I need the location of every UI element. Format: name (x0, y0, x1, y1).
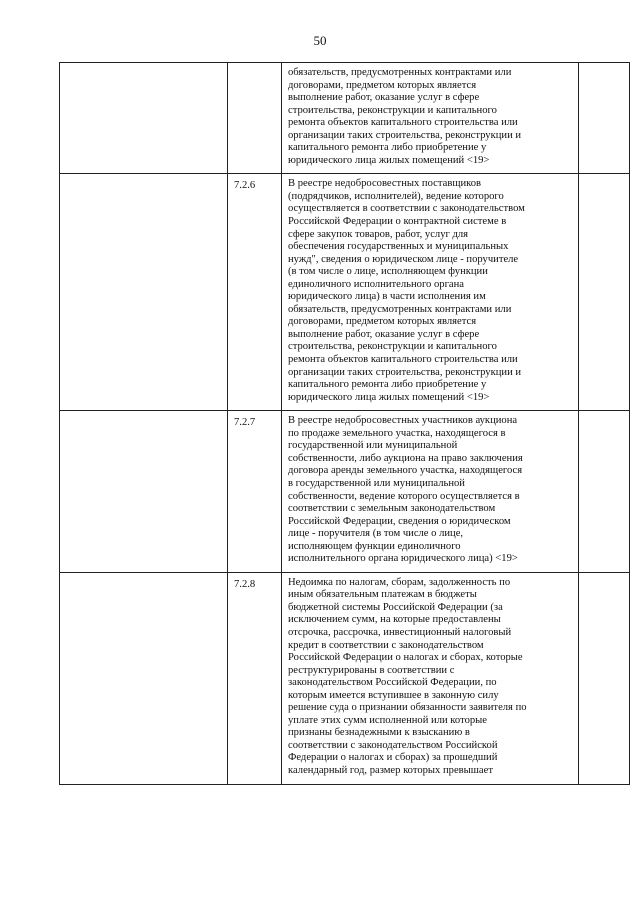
text-line: выполнение работ, оказание услуг в сфере (288, 92, 480, 104)
text-line: исполнительного органа юридического лица) <19> (288, 553, 518, 565)
text-line: обязательств, предусмотренных контрактами или (288, 303, 512, 315)
text-line: сфере закупок товаров, работ, услуг для (288, 228, 469, 240)
table-cell-empty (60, 63, 228, 174)
item-text (282, 174, 578, 410)
item-number-cell (228, 174, 282, 411)
table-cell-empty (60, 174, 228, 411)
text-line: строительства, реконструкции и капитального (288, 104, 497, 116)
item-number: 7.2.8 (234, 578, 256, 590)
text-line: кредит в соответствии с законодательством (288, 639, 484, 651)
text-line: Недоимка по налогам, сборам, задолженность по (288, 576, 511, 588)
text-line: строительства, реконструкции и капитального (288, 341, 497, 353)
item-text-cell (282, 174, 579, 411)
requirements-table (59, 62, 630, 785)
text-line: организации таких строительства, реконструкции и (288, 129, 522, 141)
text-line: договорами, предметом которых является (288, 316, 477, 328)
text-line: В реестре недобросовестных участников аукциона (288, 415, 518, 427)
text-line: Федерации о налогах и сборах) за прошедший (288, 752, 498, 764)
table-cell-empty (579, 411, 630, 573)
text-line: исключением сумм, на которые предоставлены (288, 614, 501, 626)
text-line: юридического лица жилых помещений <19> (288, 391, 490, 403)
table-row (60, 63, 630, 174)
text-line: признаны безнадежными к взысканию в (288, 727, 470, 739)
text-line: соответствии с земельным законодательством (288, 503, 496, 515)
text-line: (подрядчиков, исполнителей), ведение которого (288, 190, 504, 202)
item-text-cell (282, 63, 579, 174)
item-text (282, 411, 578, 572)
item-text (282, 63, 578, 173)
text-line: организации таких строительства, реконструкции и (288, 366, 522, 378)
text-line: бюджетной системы Российской Федерации (за (288, 601, 503, 613)
item-number: 7.2.7 (234, 417, 256, 429)
text-line: осуществляется в соответствии с законодательством (288, 203, 525, 215)
text-line: юридического лица жилых помещений <19> (288, 154, 490, 166)
text-line: обязательств, предусмотренных контрактами или (288, 67, 512, 78)
item-text (282, 573, 578, 784)
text-line: исполняющем функции единоличного (288, 540, 461, 552)
text-line: реструктурированы в соответствии с (288, 664, 455, 676)
item-text-cell (282, 411, 579, 573)
text-line: государственной или муниципальной (288, 440, 458, 452)
table-row (60, 572, 630, 784)
table-cell-empty (579, 572, 630, 784)
text-line: календарный год, размер которых превышает (288, 764, 493, 776)
text-line: уплате этих сумм исполненной или которые (288, 714, 487, 726)
text-line: в государственной или муниципальной (288, 477, 465, 489)
item-number-cell (228, 411, 282, 573)
table-cell-empty (60, 572, 228, 784)
table-row (60, 411, 630, 573)
text-line: юридического лица) в части исполнения им (288, 291, 486, 303)
text-line: отсрочка, рассрочка, инвестиционный налоговый (288, 626, 512, 638)
text-line: иным обязательным платежам в бюджеты (288, 589, 477, 601)
page-number: 50 (313, 33, 327, 48)
text-line: обеспечения государственных и муниципальных (288, 241, 509, 253)
text-line: которым имеется вступившее в законную силу (288, 689, 499, 701)
text-line: единоличного исполнительного органа (288, 278, 465, 290)
text-line: выполнение работ, оказание услуг в сфере (288, 328, 480, 340)
text-line: капитального ремонта либо приобретение у (288, 142, 487, 154)
text-line: договора аренды земельного участка, находящегося (288, 465, 523, 477)
text-line: нужд", сведения о юридическом лице - поручителе (288, 253, 519, 265)
text-line: решение суда о признании обязанности заявителя по (288, 702, 527, 714)
item-number (228, 63, 281, 69)
item-number-cell (228, 63, 282, 174)
text-line: ремонта объектов капитального строительства или (288, 354, 518, 366)
table-cell-empty (579, 63, 630, 174)
text-line: договорами, предметом которых является (288, 79, 477, 91)
item-number-cell (228, 572, 282, 784)
item-number: 7.2.6 (234, 180, 256, 192)
text-line: по продаже земельного участка, находящегося в (288, 427, 506, 439)
text-line: законодательством Российской Федерации, по (288, 677, 497, 689)
text-line: (в том числе о лице, исполняющем функции (288, 266, 488, 278)
text-line: В реестре недобросовестных поставщиков (288, 178, 482, 190)
table-cell-empty (60, 411, 228, 573)
text-line: ремонта объектов капитального строительства или (288, 117, 518, 129)
text-line: Российской Федерации о налогах и сборах, которые (288, 652, 523, 664)
text-line: собственности, либо аукциона на право заключения (288, 452, 523, 464)
table-cell-empty (579, 174, 630, 411)
text-line: соответствии с законодательством Российской (288, 739, 498, 751)
text-line: Российской Федерации, сведения о юридическом (288, 515, 511, 527)
item-text-cell (282, 572, 579, 784)
text-line: капитального ремонта либо приобретение у (288, 379, 487, 391)
text-line: лице - поручителя (в том числе о лице, (288, 528, 464, 540)
text-line: собственности, ведение которого осуществляется в (288, 490, 520, 502)
text-line: Российской Федерации о контрактной системе в (288, 216, 507, 228)
table-row (60, 174, 630, 411)
